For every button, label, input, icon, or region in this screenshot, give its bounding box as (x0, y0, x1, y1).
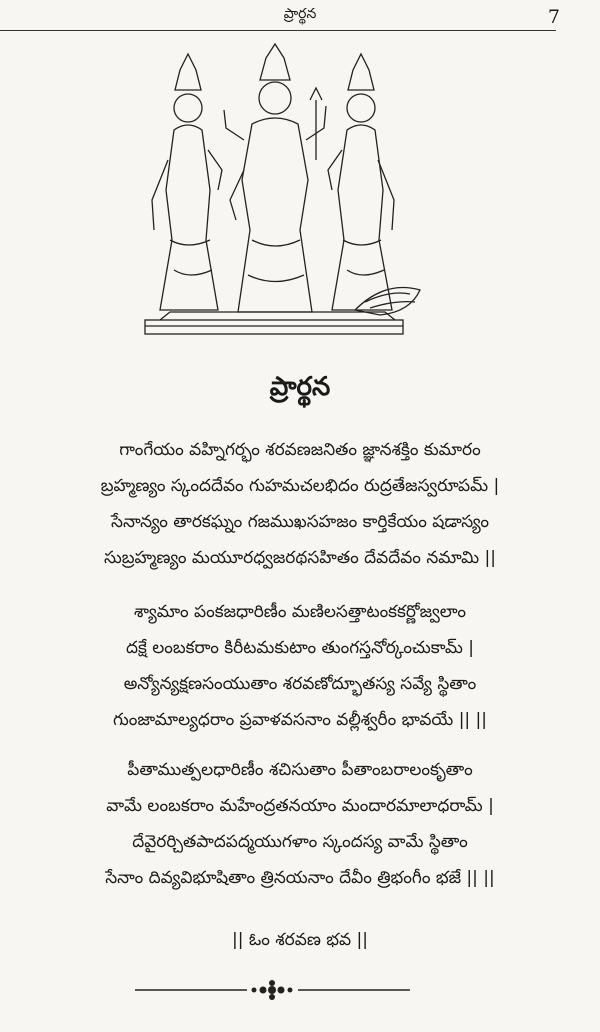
left-consort-figure (152, 54, 222, 310)
verse-line: సుబ్రహ్మణ్యం మయూరధ్వజరథసహితం దేవదేవం నమామి || (103, 548, 497, 568)
page-title: ప్రార్థన (269, 372, 331, 402)
verse-1 (0, 432, 600, 576)
verse-line: సేనాన్యం తారకఘ్నం గజముఖసహజం కార్తికేయం షడాస్యం (111, 512, 489, 532)
verse-line: పీతాముత్పలధారిణీం శచిసుతాం పీతాంబరాలంకృతాం (127, 760, 473, 780)
central-deity-figure (224, 44, 326, 312)
pedestal (145, 320, 403, 334)
verse-line: గుంజామాల్యధరాం ప్రవాళవసనాం వల్లీశ్వరీం భావయే || || (112, 710, 488, 730)
ornament-divider (135, 978, 410, 1002)
verse-3 (0, 752, 600, 896)
verse-line: శ్యామాం పంకజధారిణీం మణిలసత్తాటంకకర్ణోజ్వలాం (133, 602, 467, 622)
page-number: 7 (547, 6, 560, 28)
header-rule (0, 30, 556, 31)
verse-line: గాంగేయం వహ్నిగర్భం శరవణజనితం జ్ఞానశక్తిం కుమారం (119, 440, 481, 460)
right-consort-figure (328, 54, 394, 310)
verse-line: దేవైరర్చితపాదపద్మయుగళాం స్కందస్య వామే స్థితాం (132, 832, 468, 852)
verse-2 (0, 594, 600, 738)
verse-line: దక్షే లంబకరాం కిరీటమకుటాం తుంగస్తనోర్కంచుకామ్ | (125, 638, 475, 658)
verse-line: అన్యోన్యక్షణసంయుతాం శరవణోద్భూతస్య సవ్యే స్థితాం (123, 674, 477, 694)
verse-line: బ్రహ్మణ్యం స్కందదేవం గుహమచలభిదం రుద్రతేజస్వరూపమ్ | (100, 476, 500, 496)
deity-illustration (140, 40, 430, 340)
running-title: ప్రార్థన (283, 6, 317, 22)
page-header (0, 0, 600, 32)
verse-line: సేనాం దివ్యవిభూషితాం త్రినయనాం దేవీం త్రిభంగీం భజే || || (105, 868, 495, 888)
closing-invocation: || ఓం శరవణ భవ || (232, 930, 368, 950)
verse-line: వామే లంబకరాం మహేంద్రతనయాం మందారమాలాధరామ్ | (106, 796, 494, 816)
